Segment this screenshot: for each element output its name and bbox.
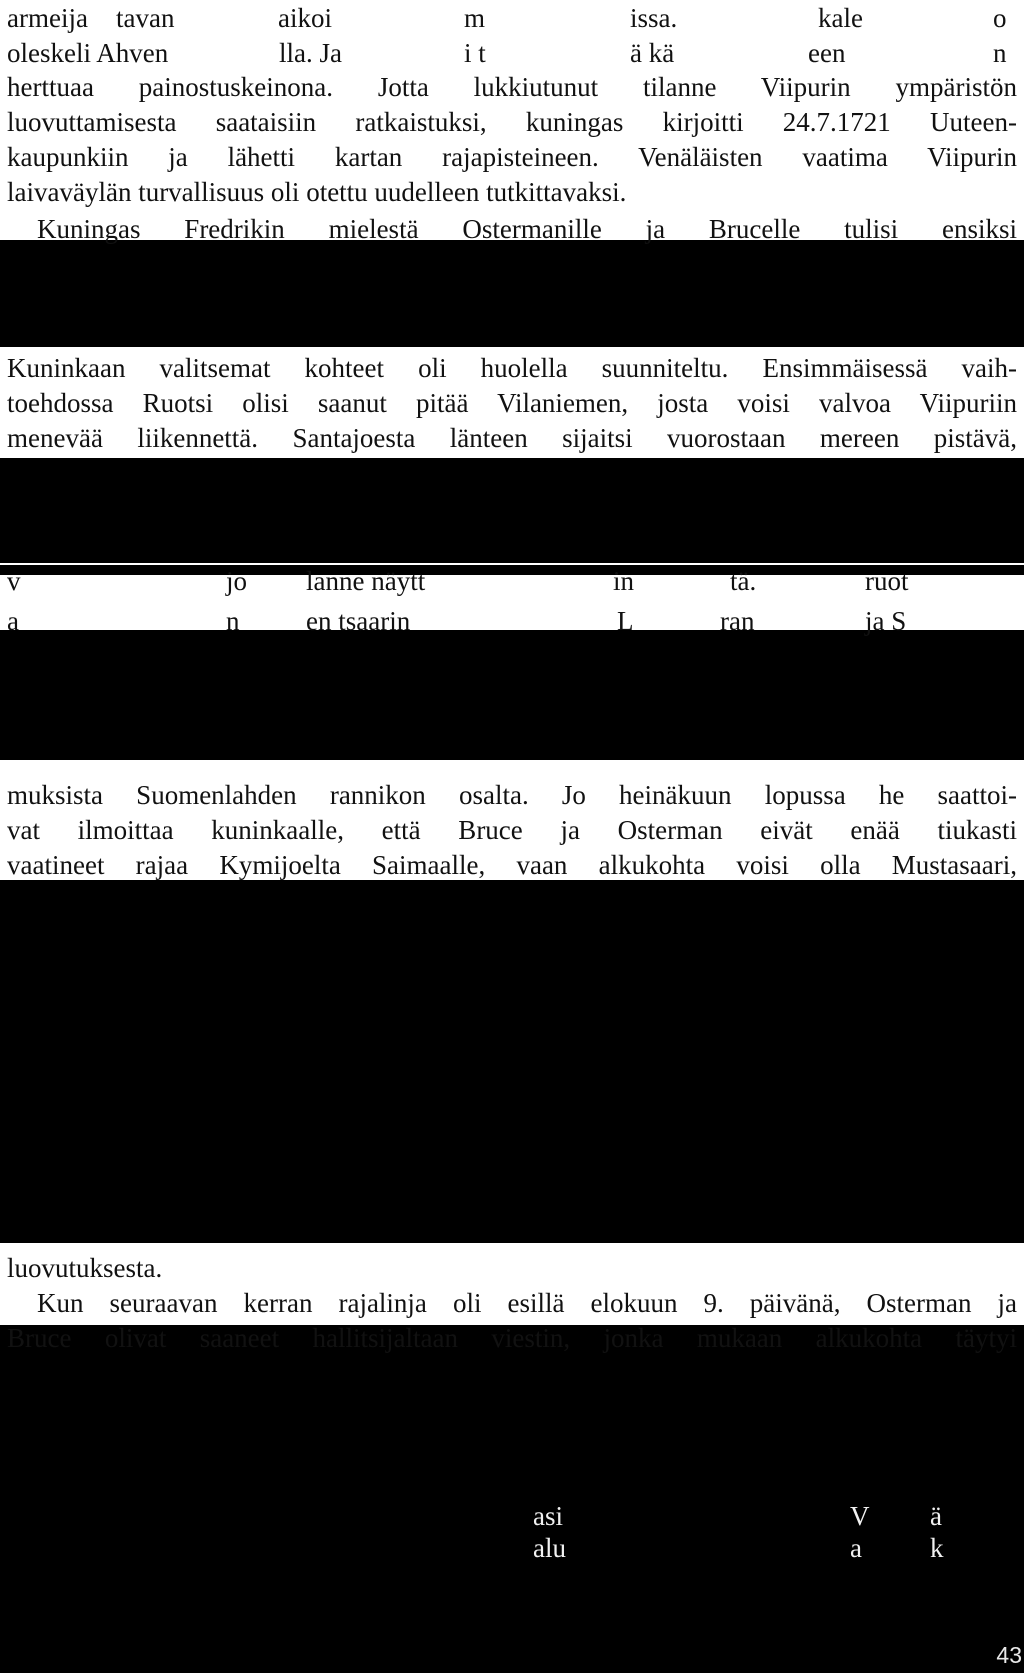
fragment-text: n [993, 38, 1007, 68]
fragment-text: alu [533, 1533, 566, 1563]
text-line: kaupunkiin ja lähetti kartan rajapisteineen. Venäläisten vaatima Viipurin [7, 142, 1017, 172]
fragment-text: kale [818, 3, 863, 33]
text-line: menevää liikennettä. Santajoesta länteen sijaitsi vuorostaan mereen pistävä, [7, 423, 1017, 453]
fragment-text: a [850, 1533, 862, 1563]
fragment-text: een [808, 38, 846, 68]
fragment-text: en tsaarin [306, 606, 411, 636]
redaction-band-2 [0, 458, 1024, 563]
fragment-text: jo [226, 566, 248, 596]
fragment-text: armeija [7, 3, 88, 33]
text-line: Kuningas Fredrikin mielestä Ostermanille ja Brucelle tulisi ensiksi [37, 214, 1017, 244]
fragment-text: o [993, 3, 1007, 33]
fragment-text: ä kä [630, 38, 675, 68]
fragment-text: lanne näytt [306, 566, 426, 596]
fragment-text: ä [930, 1501, 942, 1531]
fragment-text: ja S [865, 606, 907, 636]
fragment-text: in [613, 566, 635, 596]
text-line: vaatineet rajaa Kymijoelta Saimaalle, vaan alkukohta voisi olla Mustasaari, [7, 850, 1017, 880]
redaction-band-1 [0, 240, 1024, 347]
fragment-text: L [617, 606, 634, 636]
redaction-band-5 [0, 880, 1024, 1243]
fragment-text: tä. [730, 566, 757, 596]
fragment-text: V [850, 1501, 870, 1531]
text-line: laivaväylän turvallisuus oli otettu uudelleen tutkittavaksi. [7, 177, 627, 207]
fragment-text: n [226, 606, 240, 636]
text-line: herttuaa painostuskeinona. Jotta lukkiutunut tilanne Viipurin ympäristön [7, 72, 1017, 102]
fragment-text: v [7, 566, 21, 596]
fragment-text: a [7, 606, 19, 636]
text-line: Kun seuraavan kerran rajalinja oli esillä elokuun 9. päivänä, Osterman ja [37, 1288, 1017, 1318]
text-line: muksista Suomenlahden rannikon osalta. Jo heinäkuun lopussa he saattoi- [7, 780, 1017, 810]
fragment-text: k [930, 1533, 944, 1563]
text-line: luovuttamisesta saataisiin ratkaistuksi, kuningas kirjoitti 24.7.1721 Uuteen- [7, 107, 1017, 137]
fragment-text: m [464, 3, 486, 33]
fragment-text: issa. [630, 3, 678, 33]
fragment-text: oleskeli Ahven [7, 38, 169, 68]
text-line: vat ilmoittaa kuninkaalle, että Bruce ja Osterman eivät enää tiukasti [7, 815, 1017, 845]
fragment-text: asi [533, 1501, 563, 1531]
text-line: Kuninkaan valitsemat kohteet oli huolella suunniteltu. Ensimmäisessä vaih- [7, 353, 1017, 383]
fragment-text: ran [720, 606, 755, 636]
redaction-band-6 [0, 1325, 1024, 1673]
fragment-text: lla. Ja [279, 38, 342, 68]
fragment-text: ruot [865, 566, 909, 596]
text-line: luovutuksesta. [7, 1253, 163, 1283]
fragment-text: tavan [116, 3, 175, 33]
fragment-text: aikoi [278, 3, 332, 33]
redaction-band-4 [0, 630, 1024, 760]
text-line: Bruce olivat saaneet hallitsijaltaan viestin, jonka mukaan alkukohta täytyi [7, 1323, 1017, 1353]
fragment-text: i t [464, 38, 486, 68]
page-number: 43 [996, 1642, 1022, 1668]
text-line: toehdossa Ruotsi olisi saanut pitää Vilaniemen, josta voisi valvoa Viipuriin [7, 388, 1017, 418]
